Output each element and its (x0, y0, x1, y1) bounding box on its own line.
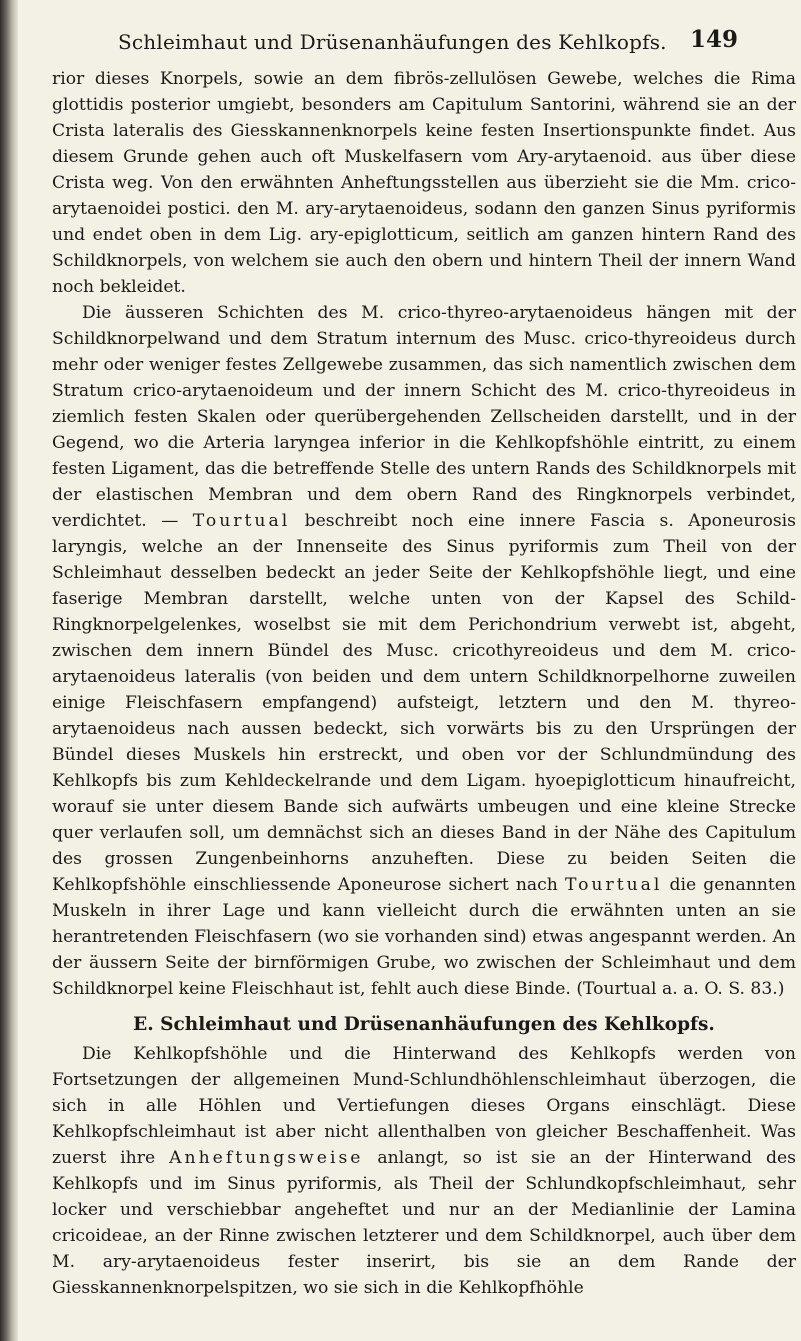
book-binding-edge (0, 0, 18, 1341)
paragraph (52, 300, 796, 1002)
author-name: Tourtual (192, 511, 291, 531)
paragraph-text: Die äusseren Schichten des M. crico-thyreo-arytaenoideus hängen mit der Schildknorpelwand und dem Stratum internum des Musc. crico-thyreoideus durch mehr oder weniger festes Zellgewebe zusammen, das sich namentlich zwischen dem Stratum crico-arytaenoideum und der innern Schicht des M. crico-thyreoideus in ziemlich festen Skalen oder querübergehenden Zellscheiden darstellt, und in der Gegend, wo die Arteria laryngea inferior in die Kehlkopfshöhle eintritt, zu einem festen Ligament, das die betreffende Stelle des untern Rands des Schildknorpels mit der elastischen Membran und dem obern Rand des Ringknorpels verbindet, verdichtet. — (52, 303, 796, 531)
paragraph-text: Die Kehlkopfshöhle und die Hinterwand des Kehlkopfs werden von Fortsetzungen der allgemeinen Mund-Schlundhöhlenschleimhaut überzogen, die sich in alle Höhlen und Vertiefungen dieses Organs einschlägt. Diese Kehlkopfschleimhaut ist aber nicht allenthalben von gleicher Beschaffenheit. Was zuerst ihre (52, 1044, 796, 1168)
paragraph (52, 1041, 796, 1301)
book-page (52, 20, 796, 1301)
body-text (52, 66, 796, 1301)
author-name: Tourtual (564, 875, 663, 895)
emphasized-term: Anheftungsweise (169, 1148, 364, 1168)
paragraph-text: rior dieses Knorpels, sowie an dem fibrös-zellulösen Gewebe, welches die Rima glottidis posterior umgiebt, besonders am Capitulum Santorini, während sie an der Crista lateralis des Giesskannenknorpels keine festen Insertionspunkte findet. Aus diesem Grunde gehen auch oft Muskelfasern vom Ary-arytaenoid. aus über diese Crista weg. Von den erwähnten Anheftungsstellen aus überzieht sie die Mm. crico-arytaenoidei postici. den M. ary-arytaenoideus, sodann den ganzen Sinus pyriformis und endet oben in dem Lig. ary-epiglotticum, seitlich am ganzen hintern Rand des Schildknorpels, von welchem sie auch den obern und hintern Theil der innern Wand noch bekleidet. (52, 69, 796, 297)
running-head: Schleimhaut und Drüsenanhäufungen des Kehlkopfs. (118, 30, 667, 54)
paragraph-text: die genannten Muskeln in ihrer Lage und kann vielleicht durch die erwähnten unten an sie herantretenden Fleischfasern (wo sie vorhanden sind) etwas angespannt werden. An der äussern Seite der birnförmigen Grube, wo zwischen der Schleimhaut und dem Schildknorpel keine Fleischhaut ist, fehlt auch diese Binde. (Tourtual a. a. O. S. 83.) (52, 875, 796, 999)
paragraph-text: beschreibt noch eine innere Fascia s. Aponeurosis laryngis, welche an der Innenseite des Sinus pyriformis zum Theil von der Schleimhaut desselben bedeckt an jeder Seite der Kehlkopfshöhle liegt, und eine faserige Membran darstellt, welche unten von der Kapsel des Schild-Ringknorpelgelenkes, woselbst sie mit dem Perichondrium verwebt ist, abgeht, zwischen dem innern Bündel des Musc. cricothyreoideus und dem M. crico-arytaenoideus lateralis (von beiden und dem untern Schildknorpelhorne zuweilen einige Fleischfasern empfangend) aufsteigt, letztern und den M. thyreo-arytaenoideus nach aussen bedeckt, sich vorwärts bis zu den Ursprüngen der Bündel dieses Muskels hin erstreckt, und oben vor der Schlundmündung des Kehlkopfs bis zum Kehldeckelrande und dem Ligam. hyoepiglotticum hinaufreicht, worauf sie unter diesem Bande sich aufwärts umbeugen und eine kleine Strecke quer verlaufen soll, um demnächst sich an dieses Band in der Nähe des Capitulum des grossen Zungenbeinhorns anzuheften. Diese zu beiden Seiten die Kehlkopfshöhle einschliessende Aponeurose sichert nach (52, 511, 796, 895)
paragraph-continued (52, 66, 796, 300)
section-heading: E. Schleimhaut und Drüsenanhäufungen des Kehlkopfs. (133, 1014, 715, 1035)
page-number: 149 (690, 26, 739, 53)
page-header (52, 20, 796, 66)
paragraph-text: anlangt, so ist sie an der Hinterwand des Kehlkopfs und im Sinus pyriformis, als Theil der Schlundkopfschleimhaut, sehr locker und verschiebbar angeheftet und nur an der Medianlinie der Lamina cricoideae, an der Rinne zwischen letzterer und dem Schildknorpel, auch über dem M. ary-arytaenoideus fester inserirt, bis sie an dem Rande der Giesskannenknorpelspitzen, wo sie sich in die Kehlkopfhöhle (52, 1148, 796, 1298)
